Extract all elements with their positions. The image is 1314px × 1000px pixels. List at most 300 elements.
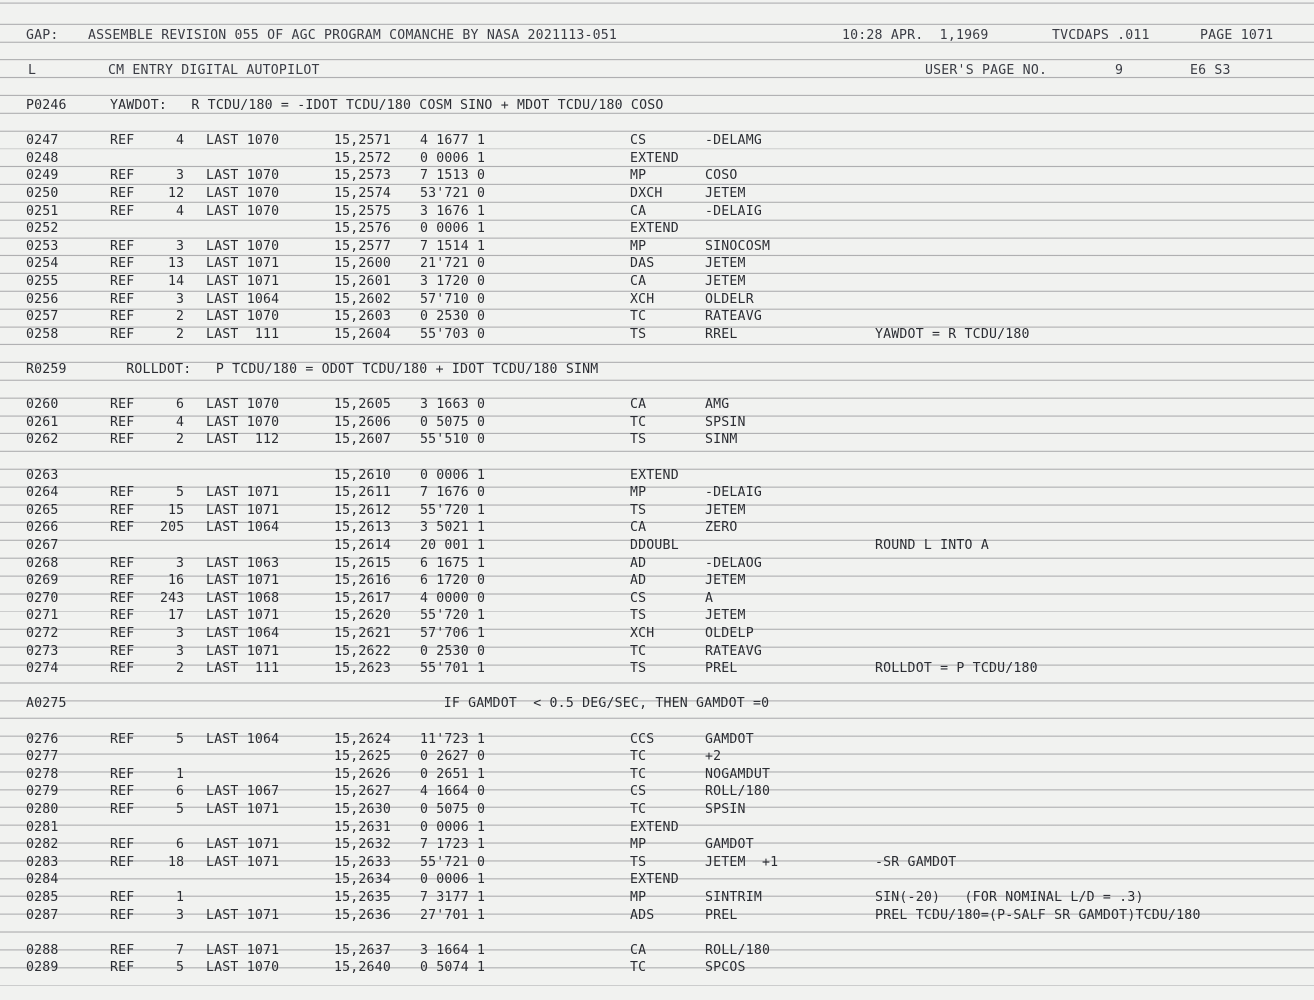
ref-label: REF: [110, 590, 135, 606]
last-ref: LAST 1070: [206, 414, 280, 430]
address: 15,2622: [334, 643, 391, 659]
code-line: [0, 502, 1314, 520]
octal-word: 0 2530 0: [420, 643, 486, 659]
ref-count: 15: [168, 502, 185, 518]
octal-word: 3 5021 1: [420, 520, 486, 536]
octal-word: 0 0006 1: [420, 872, 486, 888]
comment-line: [0, 361, 1314, 379]
blank-line: [0, 115, 1314, 133]
operand: RATEAVG: [705, 309, 762, 325]
line-number: 0257: [26, 309, 59, 325]
remark: ROUND L INTO A: [875, 538, 989, 553]
octal-word: 7 3177 1: [420, 890, 486, 905]
ref-label: REF: [110, 854, 135, 870]
gap-label: GAP:: [26, 28, 59, 43]
last-ref: LAST 1070: [206, 168, 280, 184]
ref-label: REF: [110, 837, 135, 853]
operand: PREL: [705, 907, 738, 923]
last-ref: LAST 1071: [206, 274, 280, 289]
operand: JETEM: [705, 608, 746, 624]
address: 15,2635: [334, 890, 391, 905]
operand: -DELAIG: [705, 485, 762, 501]
users-page-label: USER'S PAGE NO.: [925, 63, 1048, 78]
ref-label: REF: [110, 661, 135, 677]
last-ref: LAST 1071: [206, 573, 280, 589]
opcode: CCS: [630, 731, 655, 747]
code-line: [0, 396, 1314, 414]
ref-count: 3: [176, 555, 185, 571]
operand: JETEM: [705, 274, 746, 289]
line-number: 0258: [26, 326, 59, 342]
octal-word: 27'701 1: [420, 907, 486, 923]
last-ref: LAST 1070: [206, 203, 280, 219]
octal-word: 57'710 0: [420, 291, 486, 307]
ref-count: 6: [176, 784, 185, 800]
operand: JETEM: [705, 256, 746, 272]
operand: SPSIN: [705, 802, 746, 817]
blank-line: [0, 713, 1314, 731]
operand: -DELAMG: [705, 133, 762, 149]
address: 15,2607: [334, 432, 391, 448]
ref-label: REF: [110, 960, 135, 976]
line-number: 0255: [26, 274, 59, 289]
ref-label: REF: [110, 555, 135, 571]
last-ref: LAST 1071: [206, 837, 280, 853]
opcode: TC: [630, 749, 647, 765]
line-number: 0283: [26, 854, 59, 870]
code-line: [0, 607, 1314, 625]
octal-word: 4 1677 1: [420, 133, 486, 149]
blank-line: [0, 924, 1314, 942]
line-number: 0274: [26, 661, 59, 677]
code-line: [0, 484, 1314, 502]
code-line: [0, 555, 1314, 573]
operand: OLDELP: [705, 626, 754, 641]
ref-label: REF: [110, 520, 135, 536]
code-line: [0, 414, 1314, 432]
opcode: MP: [630, 837, 647, 853]
octal-word: 3 1720 0: [420, 274, 486, 289]
line-number: 0253: [26, 238, 59, 254]
address: 15,2610: [334, 467, 391, 483]
last-ref: LAST 1070: [206, 186, 280, 201]
opcode: ADS: [630, 907, 655, 923]
address: 15,2603: [334, 309, 391, 325]
sheet-code: E6 S3: [1190, 63, 1231, 78]
opcode: TS: [630, 661, 647, 677]
address: 15,2624: [334, 731, 391, 747]
line-number: 0279: [26, 784, 59, 800]
address: 15,2627: [334, 784, 391, 800]
blank-line: [0, 449, 1314, 467]
octal-word: 55'510 0: [420, 432, 486, 448]
line-number: 0277: [26, 749, 59, 765]
octal-word: 0 2651 1: [420, 766, 486, 782]
opcode: TS: [630, 432, 647, 448]
operand: AMG: [705, 397, 730, 413]
line-number: 0273: [26, 643, 59, 659]
line-number: 0272: [26, 626, 59, 641]
operand: NOGAMDUT: [705, 766, 771, 782]
line-number: 0248: [26, 150, 59, 166]
octal-word: 3 1676 1: [420, 203, 486, 219]
last-ref: LAST 1064: [206, 520, 280, 536]
ref-count: 18: [168, 854, 185, 870]
operand: SPCOS: [705, 960, 746, 976]
code-line: [0, 660, 1314, 678]
ref-label: REF: [110, 168, 135, 184]
line-number: 0262: [26, 432, 59, 448]
ref-count: 5: [176, 802, 185, 817]
operand: RATEAVG: [705, 643, 762, 659]
line-number: 0260: [26, 397, 59, 413]
blank-line: [0, 678, 1314, 696]
octal-word: 11'723 1: [420, 731, 486, 747]
line-number: 0249: [26, 168, 59, 184]
code-line: [0, 748, 1314, 766]
last-ref: LAST 1070: [206, 960, 280, 976]
octal-word: 3 1663 0: [420, 397, 486, 413]
ref-count: 17: [168, 608, 185, 624]
opcode: TC: [630, 960, 647, 976]
line-number: 0287: [26, 907, 59, 923]
ref-count: 14: [168, 274, 185, 289]
line-number: 0268: [26, 555, 59, 571]
ref-count: 1: [176, 890, 185, 905]
last-ref: LAST 1071: [206, 907, 280, 923]
opcode: EXTEND: [630, 221, 679, 237]
address: 15,2571: [334, 133, 391, 149]
octal-word: 0 2627 0: [420, 749, 486, 765]
section-title: CM ENTRY DIGITAL AUTOPILOT: [108, 63, 320, 78]
address: 15,2621: [334, 626, 391, 641]
comment-line: [0, 695, 1314, 713]
ref-count: 4: [176, 133, 185, 149]
line-number: 0289: [26, 960, 59, 976]
operand: COSO: [705, 168, 738, 184]
ref-count: 5: [176, 960, 185, 976]
operand: JETEM: [705, 502, 746, 518]
last-ref: LAST 111: [206, 661, 280, 677]
opcode: DXCH: [630, 186, 663, 201]
line-number: 0282: [26, 837, 59, 853]
address: 15,2602: [334, 291, 391, 307]
octal-word: 0 5075 0: [420, 414, 486, 430]
opcode: DDOUBL: [630, 538, 679, 553]
code-line: [0, 907, 1314, 925]
comment-text: IF GAMDOT < 0.5 DEG/SEC, THEN GAMDOT =0: [110, 696, 770, 712]
ref-count: 1: [176, 766, 185, 782]
operand: GAMDOT: [705, 731, 754, 747]
program-id: TVCDAPS .011: [1052, 28, 1150, 43]
opcode: CS: [630, 784, 647, 800]
code-line: [0, 590, 1314, 608]
remark: -SR GAMDOT: [875, 854, 957, 870]
last-ref: LAST 1071: [206, 942, 280, 958]
ref-count: 2: [176, 432, 185, 448]
ref-label: REF: [110, 238, 135, 254]
code-line: [0, 185, 1314, 203]
address: 15,2634: [334, 872, 391, 888]
ref-count: 2: [176, 326, 185, 342]
address: 15,2616: [334, 573, 391, 589]
opcode: TC: [630, 414, 647, 430]
code-line: [0, 467, 1314, 485]
time-date: 10:28 APR. 1,1969: [842, 28, 989, 43]
address: 15,2625: [334, 749, 391, 765]
line-number: 0269: [26, 573, 59, 589]
last-ref: LAST 1070: [206, 133, 280, 149]
address: 15,2637: [334, 942, 391, 958]
last-ref: LAST 1067: [206, 784, 280, 800]
octal-word: 6 1720 0: [420, 573, 486, 589]
header-line-1: [0, 27, 1314, 45]
ref-count: 4: [176, 203, 185, 219]
operand: SINOCOSM: [705, 238, 771, 254]
address: 15,2617: [334, 590, 391, 606]
ref-label: REF: [110, 485, 135, 501]
ref-label: REF: [110, 766, 135, 782]
address: 15,2611: [334, 485, 391, 501]
octal-word: 7 1676 0: [420, 485, 486, 501]
address: 15,2633: [334, 854, 391, 870]
address: 15,2623: [334, 661, 391, 677]
ref-count: 5: [176, 485, 185, 501]
opcode: DAS: [630, 256, 655, 272]
opcode: TS: [630, 854, 647, 870]
line-number: 0252: [26, 221, 59, 237]
code-line: [0, 519, 1314, 537]
opcode: CA: [630, 203, 647, 219]
address: 15,2614: [334, 538, 391, 553]
line-number: 0276: [26, 731, 59, 747]
line-number: 0250: [26, 186, 59, 201]
remark: SIN(-20) (FOR NOMINAL L/D = .3): [875, 890, 1144, 905]
opcode: MP: [630, 238, 647, 254]
code-line: [0, 783, 1314, 801]
operand: JETEM +1: [705, 854, 779, 870]
code-line: [0, 819, 1314, 837]
operand: RREL: [705, 326, 738, 342]
code-line: [0, 959, 1314, 977]
octal-word: 7 1723 1: [420, 837, 486, 853]
line-number: 0264: [26, 485, 59, 501]
last-ref: LAST 1070: [206, 238, 280, 254]
code-line: [0, 203, 1314, 221]
page-number: PAGE 1071: [1200, 28, 1274, 43]
address: 15,2606: [334, 414, 391, 430]
last-ref: LAST 1071: [206, 802, 280, 817]
ref-count: 205: [160, 520, 185, 536]
octal-word: 0 2530 0: [420, 309, 486, 325]
address: 15,2630: [334, 802, 391, 817]
ref-label: REF: [110, 133, 135, 149]
address: 15,2577: [334, 238, 391, 254]
address: 15,2632: [334, 837, 391, 853]
operand: GAMDOT: [705, 837, 754, 853]
code-line: [0, 766, 1314, 784]
opcode: AD: [630, 573, 647, 589]
opcode: CS: [630, 590, 647, 606]
address: 15,2631: [334, 819, 391, 835]
ref-label: REF: [110, 942, 135, 958]
code-line: [0, 220, 1314, 238]
ref-label: REF: [110, 784, 135, 800]
ref-count: 243: [160, 590, 185, 606]
line-number: 0265: [26, 502, 59, 518]
octal-word: 53'721 0: [420, 186, 486, 201]
opcode: MP: [630, 168, 647, 184]
last-ref: LAST 1068: [206, 590, 280, 606]
operand: ZERO: [705, 520, 738, 536]
address: 15,2601: [334, 274, 391, 289]
ref-count: 16: [168, 573, 185, 589]
octal-word: 6 1675 1: [420, 555, 486, 571]
opcode: TC: [630, 643, 647, 659]
line-number: 0261: [26, 414, 59, 430]
operand: +2: [705, 749, 722, 765]
comment-line: [0, 97, 1314, 115]
blank-line: [0, 343, 1314, 361]
code-line: [0, 537, 1314, 555]
ref-label: REF: [110, 731, 135, 747]
line-number: 0281: [26, 819, 59, 835]
ref-count: 13: [168, 256, 185, 272]
code-line: [0, 801, 1314, 819]
comment-text: ROLLDOT: P TCDU/180 = ODOT TCDU/180 + IDOT TCDU/180 SINM: [110, 362, 599, 377]
address: 15,2574: [334, 186, 391, 201]
ref-label: REF: [110, 643, 135, 659]
ref-count: 3: [176, 643, 185, 659]
last-ref: LAST 1070: [206, 397, 280, 413]
ref-label: REF: [110, 573, 135, 589]
code-line: [0, 836, 1314, 854]
octal-word: 57'706 1: [420, 626, 486, 641]
ref-count: 7: [176, 942, 185, 958]
comment-text: YAWDOT: R TCDU/180 = -IDOT TCDU/180 COSM SINO + MDOT TCDU/180 COSO: [110, 98, 664, 113]
ref-count: 3: [176, 238, 185, 254]
octal-word: 0 0006 1: [420, 819, 486, 835]
address: 15,2640: [334, 960, 391, 976]
last-ref: LAST 1071: [206, 854, 280, 870]
header-line-2: [0, 62, 1314, 80]
address: 15,2575: [334, 203, 391, 219]
code-line: [0, 643, 1314, 661]
octal-word: 55'720 1: [420, 502, 486, 518]
ref-label: REF: [110, 432, 135, 448]
opcode: AD: [630, 555, 647, 571]
opcode: CS: [630, 133, 647, 149]
octal-word: 7 1514 1: [420, 238, 486, 254]
octal-word: 55'720 1: [420, 608, 486, 624]
ref-label: REF: [110, 626, 135, 641]
users-page-number: 9: [1115, 63, 1124, 78]
octal-word: 0 0006 1: [420, 150, 486, 166]
octal-word: 4 1664 0: [420, 784, 486, 800]
code-line: [0, 889, 1314, 907]
opcode: TS: [630, 326, 647, 342]
operand: ROLL/180: [705, 784, 771, 800]
line-number: 0284: [26, 872, 59, 888]
address: 15,2626: [334, 766, 391, 782]
last-ref: LAST 111: [206, 326, 280, 342]
opcode: TC: [630, 309, 647, 325]
operand: SPSIN: [705, 414, 746, 430]
last-ref: LAST 1071: [206, 608, 280, 624]
opcode: CA: [630, 520, 647, 536]
code-line: [0, 326, 1314, 344]
address: 15,2615: [334, 555, 391, 571]
octal-word: 0 5075 0: [420, 802, 486, 817]
line-number: 0280: [26, 802, 59, 817]
operand: SINM: [705, 432, 738, 448]
ref-count: 3: [176, 907, 185, 923]
line-tag: A0275: [26, 696, 67, 712]
ref-label: REF: [110, 414, 135, 430]
operand: PREL: [705, 661, 738, 677]
ref-label: REF: [110, 309, 135, 325]
ref-count: 6: [176, 397, 185, 413]
ref-count: 3: [176, 291, 185, 307]
address: 15,2572: [334, 150, 391, 166]
address: 15,2573: [334, 168, 391, 184]
address: 15,2636: [334, 907, 391, 923]
operand: JETEM: [705, 186, 746, 201]
remark: ROLLDOT = P TCDU/180: [875, 661, 1038, 677]
code-line: [0, 854, 1314, 872]
ref-count: 5: [176, 731, 185, 747]
code-line: [0, 238, 1314, 256]
octal-word: 55'721 0: [420, 854, 486, 870]
octal-word: 4 0000 0: [420, 590, 486, 606]
line-tag: P0246: [26, 98, 67, 113]
ref-count: 2: [176, 661, 185, 677]
opcode: TC: [630, 802, 647, 817]
ref-label: REF: [110, 397, 135, 413]
last-ref: LAST 1063: [206, 555, 280, 571]
code-line: [0, 871, 1314, 889]
ref-count: 3: [176, 168, 185, 184]
ref-label: REF: [110, 203, 135, 219]
octal-word: 3 1664 1: [420, 942, 486, 958]
last-ref: LAST 1064: [206, 291, 280, 307]
opcode: EXTEND: [630, 819, 679, 835]
last-ref: LAST 1070: [206, 309, 280, 325]
last-ref: LAST 1064: [206, 626, 280, 641]
octal-word: 7 1513 0: [420, 168, 486, 184]
ref-label: REF: [110, 907, 135, 923]
opcode: MP: [630, 485, 647, 501]
last-ref: LAST 1071: [206, 502, 280, 518]
operand: ROLL/180: [705, 942, 771, 958]
ref-count: 2: [176, 309, 185, 325]
last-ref: LAST 1071: [206, 485, 280, 501]
opcode: TS: [630, 502, 647, 518]
address: 15,2600: [334, 256, 391, 272]
line-number: 0254: [26, 256, 59, 272]
log-tag: L: [28, 63, 37, 78]
line-number: 0267: [26, 538, 59, 553]
operand: OLDELR: [705, 291, 754, 307]
ref-label: REF: [110, 890, 135, 905]
opcode: MP: [630, 890, 647, 905]
assemble-text: ASSEMBLE REVISION 055 OF AGC PROGRAM COMANCHE BY NASA 2021113-051: [88, 28, 618, 43]
line-number: 0247: [26, 133, 59, 149]
blank-line: [0, 379, 1314, 397]
operand: SINTRIM: [705, 890, 762, 905]
line-number: 0266: [26, 520, 59, 536]
code-line: [0, 731, 1314, 749]
